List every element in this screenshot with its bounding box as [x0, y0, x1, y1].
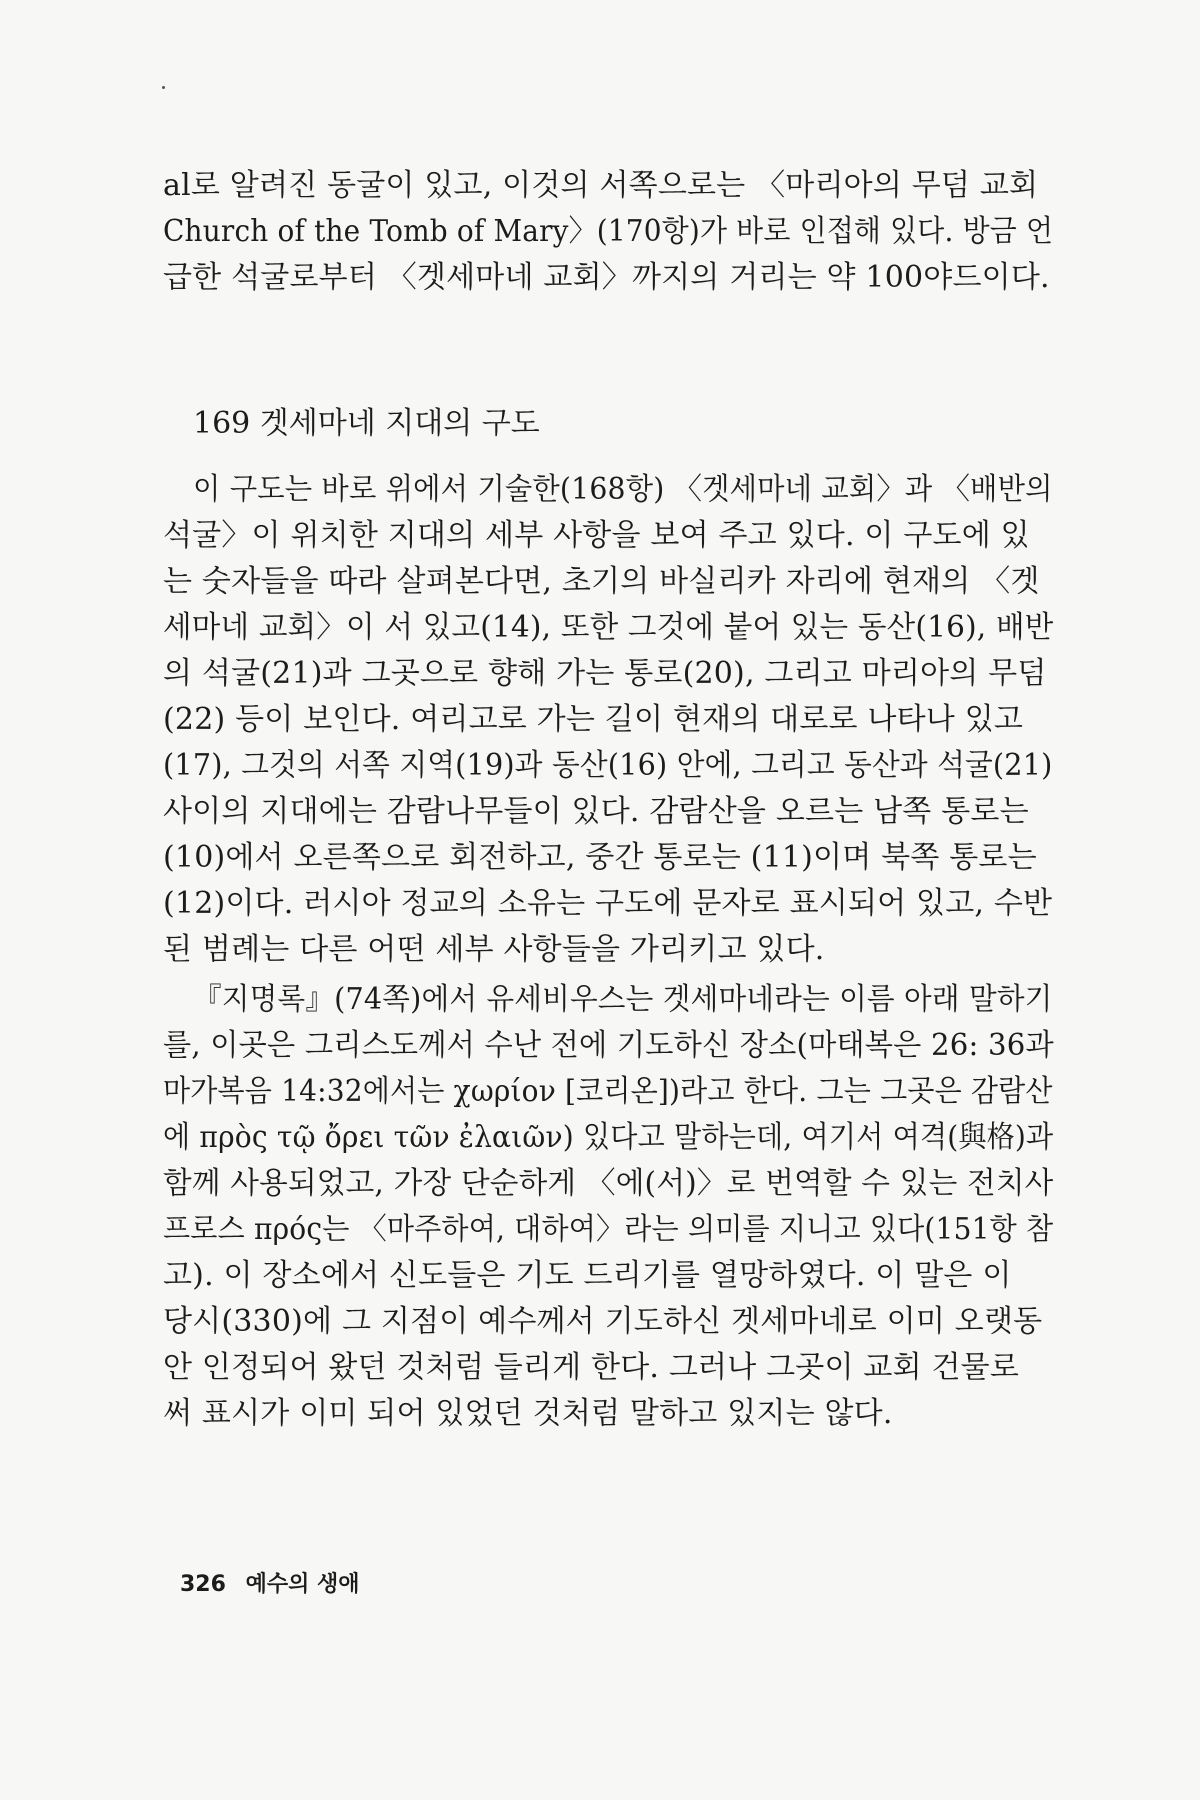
paragraph-1-line: (10)에서 오른쪽으로 회전하고, 중간 통로는 (11)이며 북쪽 통로는 — [163, 840, 1037, 875]
section-heading: 169 겟세마네 지대의 구도 — [193, 406, 540, 441]
scan-dot — [162, 86, 165, 89]
paragraph-1-line: (12)이다. 러시아 정교의 소유는 구도에 문자로 표시되어 있고, 수반 — [163, 886, 1053, 921]
page-number: 326 — [180, 1572, 226, 1597]
paragraph-2-line: 에 πρὸς τῷ ὄρει τῶν ἐλαιῶν) 있다고 말하는데, 여기서 여격(與格)과 — [163, 1120, 1054, 1155]
paragraph-2-line: 프로스 πρός는 〈마주하여, 대하여〉라는 의미를 지니고 있다(151항 참 — [163, 1212, 1054, 1247]
page-footer — [180, 1570, 360, 1600]
paragraph-1-line: 이 구도는 바로 위에서 기술한(168항) 〈겟세마네 교회〉과 〈배반의 — [193, 472, 1053, 507]
paragraph-2-line: 고). 이 장소에서 신도들은 기도 드리기를 열망하였다. 이 말은 이 — [163, 1258, 1012, 1293]
paragraph-1-line: 세마네 교회〉이 서 있고(14), 또한 그것에 붙어 있는 동산(16), 배반 — [163, 610, 1054, 645]
paragraph-2-line: 안 인정되어 왔던 것처럼 들리게 한다. 그러나 그곳이 교회 건물로 — [163, 1350, 1020, 1385]
body-line: al로 알려진 동굴이 있고, 이것의 서쪽으로는 〈마리아의 무덤 교회 — [163, 168, 1039, 203]
paragraph-2-line: 당시(330)에 그 지점이 예수께서 기도하신 겟세마네로 이미 오랫동 — [163, 1304, 1043, 1339]
paragraph-2-line: 『지명록』(74쪽)에서 유세비우스는 겟세마네라는 이름 아래 말하기 — [193, 982, 1053, 1017]
body-line: 급한 석굴로부터 〈겟세마네 교회〉까지의 거리는 약 100야드이다. — [163, 260, 1050, 295]
running-title: 예수의 생애 — [245, 1572, 360, 1597]
paragraph-1-line: (22) 등이 보인다. 여리고로 가는 길이 현재의 대로로 나타나 있고 — [163, 702, 1024, 737]
paragraph-1-line: 석굴〉이 위치한 지대의 세부 사항을 보여 주고 있다. 이 구도에 있 — [163, 518, 1030, 553]
paragraph-1-line: 는 숫자들을 따라 살펴본다면, 초기의 바실리카 자리에 현재의 〈겟 — [163, 564, 1040, 599]
paragraph-1-line: 된 범례는 다른 어떤 세부 사항들을 가리키고 있다. — [163, 932, 825, 967]
paragraph-2-line: 를, 이곳은 그리스도께서 수난 전에 기도하신 장소(마태복은 26: 36과 — [163, 1028, 1054, 1063]
paragraph-2-line: 마가복음 14:32에서는 χωρίον [코리온])라고 한다. 그는 그곳은 감람산 — [163, 1074, 1053, 1109]
paragraph-1-line: 사이의 지대에는 감람나무들이 있다. 감람산을 오르는 남쪽 통로는 — [163, 794, 1029, 829]
paragraph-1-line: 의 석굴(21)과 그곳으로 향해 가는 통로(20), 그리고 마리아의 무덤 — [163, 656, 1047, 691]
paragraph-2-line: 함께 사용되었고, 가장 단순하게 〈에(서)〉로 번역할 수 있는 전치사 — [163, 1166, 1054, 1201]
paragraph-1-line: (17), 그것의 서쪽 지역(19)과 동산(16) 안에, 그리고 동산과 석굴(21) — [163, 748, 1053, 783]
paragraph-2-line: 써 표시가 이미 되어 있었던 것처럼 말하고 있지는 않다. — [163, 1396, 893, 1431]
body-line: Church of the Tomb of Mary〉(170항)가 바로 인접해 있다. 방금 언 — [163, 214, 1054, 249]
